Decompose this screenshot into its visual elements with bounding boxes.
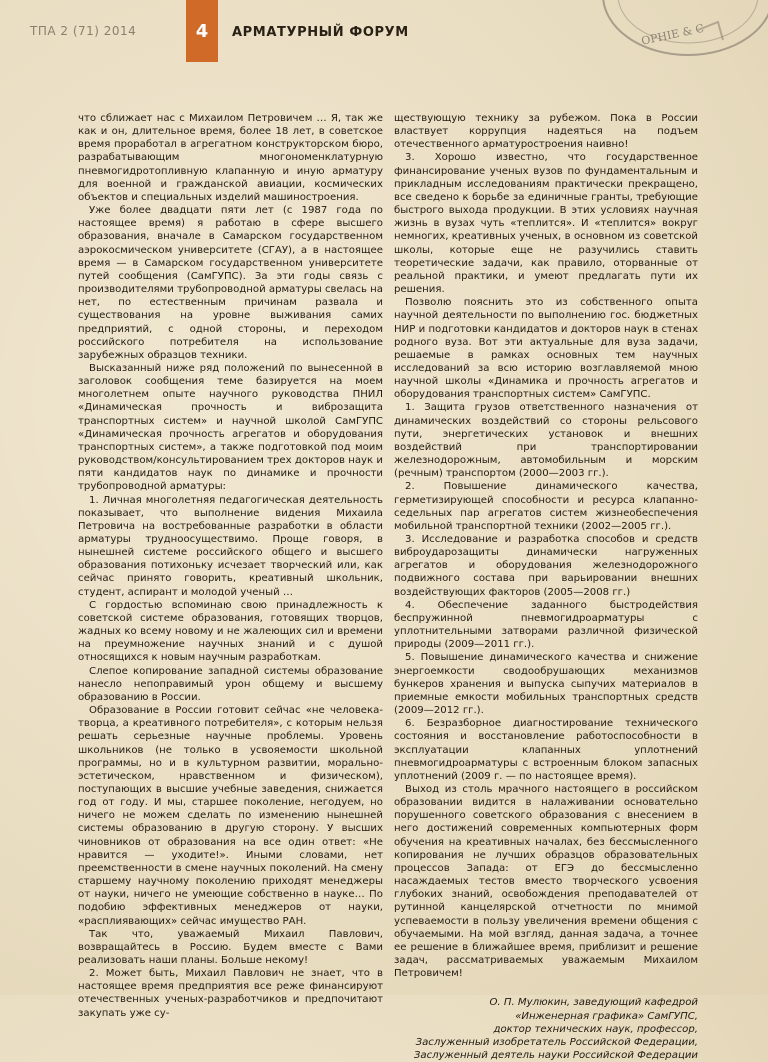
paragraph: Высказанный ниже ряд положений по вынесенной в заголовок сообщения теме базируется на моем многолетнем опыте научного руководства ПНИЛ «Динамическая прочность и виброзащита транспортных систем» и научной школой СамГУПС «Динамическая прочность агрегатов и оборудования транспортных систем», а также подготовкой под моим руководством/консультированием трех докторов наук и пяти кандидатов наук по динамике и прочности трубопроводной арматуры: [78,362,383,493]
svg-text:OPHIE & C: OPHIE & C [640,21,706,48]
author-signature [394,996,698,1062]
paragraph: 1. Защита грузов ответственного назначения от динамических воздействий со стороны рельсового пути, энергетических установок и внешних воздействий при транспортировании железнодорожным, автомобильным и морским (речным) транспортом (2000—2003 гг.). [394,402,698,480]
paragraph: 3. Хорошо известно, что государственное финансирование ученых вузов по фундаментальным и прикладным исследованиям практически прекращено, все сведено к борьбе за единичные гранты, требующие быстрого выхода продукции. В этих условиях научная жизнь в вузах чуть «теплится». И «теплится» вокруг немногих, креативных ученых, в основном из советской школы, которые еще не разучились ставить теоретические задачи, как правило, оторванные от реальной практики, и умеют предлагать пути их решения. [394,152,698,296]
paragraph: ществующую технику за рубежом. Пока в России властвует коррупция надеяться на подъем отечественного арматуростроения наивно! [394,113,698,151]
paragraph: Уже более двадцати пяти лет (с 1987 года по настоящее время) я работаю в сфере высшего образования, вначале в Самарском государственном аэрокосмическом университете (СГАУ), а в настоящее время — в Самарском государственном университете путей сообщения (СамГУПС). За эти годы связь с производителями трубопроводной арматуры свелась на нет, по естественным причинам развала и существования на уровне выживания самих предприятий, с одной стороны, и переходом российского потребителя на использование зарубежных образцов техники. [78,205,383,361]
paragraph: Позволю пояснить это из собственного опыта научной деятельности по выполнению гос. бюджетных НИР и подготовки кандидатов и докторов наук в стенах родного вуза. Вот эти актуальные для вуза задачи, решаемые в рамках основных тем научных исследований за всю историю возглавляемой мною научной школы «Динамика и прочность агрегатов и оборудования транспортных систем» СамГУПС. [394,297,698,401]
paragraph: Выход из столь мрачного настоящего в российском образовании видится в налаживании основательно порушенного советского образования с внесением в него достижений современных компьютерных форм обучения на креативных началах, без бессмысленного копирования не лучших образцов образовательных процессов Запада: от ЕГЭ до бессмысленно насаждаемых тестов вместо творческого усвоения глубоких знаний, освобождения преподавателей от рутинной канцелярской отчетности по мнимой успеваемости в пользу увеличения времени общения с обучаемыми. На мой взгляд, данная задача, а точнее ее решение в ближайшее время, приблизит и решение задач, рассматриваемых уважаемым Михаилом Петровичем! [394,783,698,980]
paragraph: 4. Обеспечение заданного быстродействия беспружинной пневмогидроарматуры с уплотнительными затворами различной физической природы (2009—2011 гг.). [394,599,698,651]
paragraph: 6. Безразборное диагностирование технического состояния и восстановление работоспособности в эксплуатации клапанных уплотнений пневмогидроарматуры с встроенным блоком запасных уплотнений (2009 г. — по настоящее время). [394,718,698,782]
signature-line: Заслуженный изобретатель Российской Федерации, [415,1036,698,1048]
paragraph: Образование в России готовит сейчас «не человека-творца, а креативного потребителя», с которым нельзя решать серьезные научные проблемы. Уровень школьников (не только в усвояемости школьной программы, но и в культурном развитии, морально-эстетическом, нравственном и физическом), поступающих в высшие учебные заведения, снижается год от году. И мы, старшее поколение, негодуем, но ничего не можем сделать по изменению нынешней системы образованию в другую сторону. У высших чиновников от образования на все один ответ: «Не нравится — уходите!». Иными словами, нет преемственности в смене научных поколений. На смену старшему научному поколению приходят менеджеры от науки, ничего не умеющие собственно в науке… По подобию эффективных менеджеров от науки, «расплиявающих» сейчас имущество РАН. [78,705,383,927]
issue-number: ТПА 2 (71) 2014 [30,24,137,38]
paragraph: Так что, уважаемый Михаил Павлович, возвращайтесь в Россию. Будем вместе с Вами реализовать наши планы. Больше некому! [78,928,383,966]
signature-line: Заслуженный деятель науки Российской Федерации [413,1050,698,1062]
paragraph: что сближает нас с Михаилом Петровичем … Я, так же как и он, длительное время, более 18 лет, в советское время проработал в агрегатном конструкторском бюро, разрабатывающим многономенклатурную пневмогидротопливную клапанную и иную арматуру для военной и гражданской авиации, космических объектов и специальных изделий машиностроения. [78,113,383,203]
paragraph: 5. Повышение динамического качества и снижение энергоемкости сводообрушающих механизмов бункеров хранения и выпуска сыпучих материалов в приемные емкости мобильных транспортных средств (2009—2012 гг.). [394,652,698,717]
paragraph: 2. Может быть, Михаил Павлович не знает, что в настоящее время предприятия все реже финансируют отечественных ученых-разработчиков и предпочитают закупать уже су- [78,968,383,1019]
page-number-tab: 4 [186,0,218,62]
right-text-column [394,112,698,1062]
signature-line: доктор технических наук, профессор, [493,1023,698,1035]
magazine-title: АРМАТУРНЫЙ ФОРУМ [232,25,409,40]
left-text-column [78,112,383,1020]
paragraph: 3. Исследование и разработка способов и средств виброударозащиты динамически нагруженных агрегатов и оборудования железнодорожного подвижного состава при варьировании внешних воздействующих факторов (2005—2008 гг.) [394,534,698,598]
paragraph: С гордостью вспоминаю свою принадлежность к советской системе образования, готовящих творцов, жадных ко всему новому и не жалеющих сил и времени на преумножение научных знаний и с душой относящихся к новым научным разработкам. [78,599,383,664]
signature-line: «Инженерная графика» СамГУПС, [515,1010,698,1022]
page-header [0,0,768,70]
paragraph: 2. Повышение динамического качества, герметизирующей способности и ресурса клапанно-седельных пар агрегатов систем жизнеобеспечения мобильной транспортной техники (2002—2005 гг.). [394,481,698,532]
signature-line: О. П. Мулюкин, заведующий кафедрой [489,997,698,1009]
paragraph: Слепое копирование западной системы образование нанесло непоправимый урон общему и высшему образованию в России. [78,665,383,703]
postmark-stamp-icon [578,0,768,80]
paragraph: 1. Личная многолетняя педагогическая деятельность показывает, что выполнение видения Михаила Петровича на востребованные разработки в области арматуры трудноосуществимо. Проще говоря, в нынешней системе российского общего и высшего образования потихоньку исчезает творческий или, как сейчас принято говорить, креативный школьник, студент, аспирант и молодой ученый … [78,494,383,598]
